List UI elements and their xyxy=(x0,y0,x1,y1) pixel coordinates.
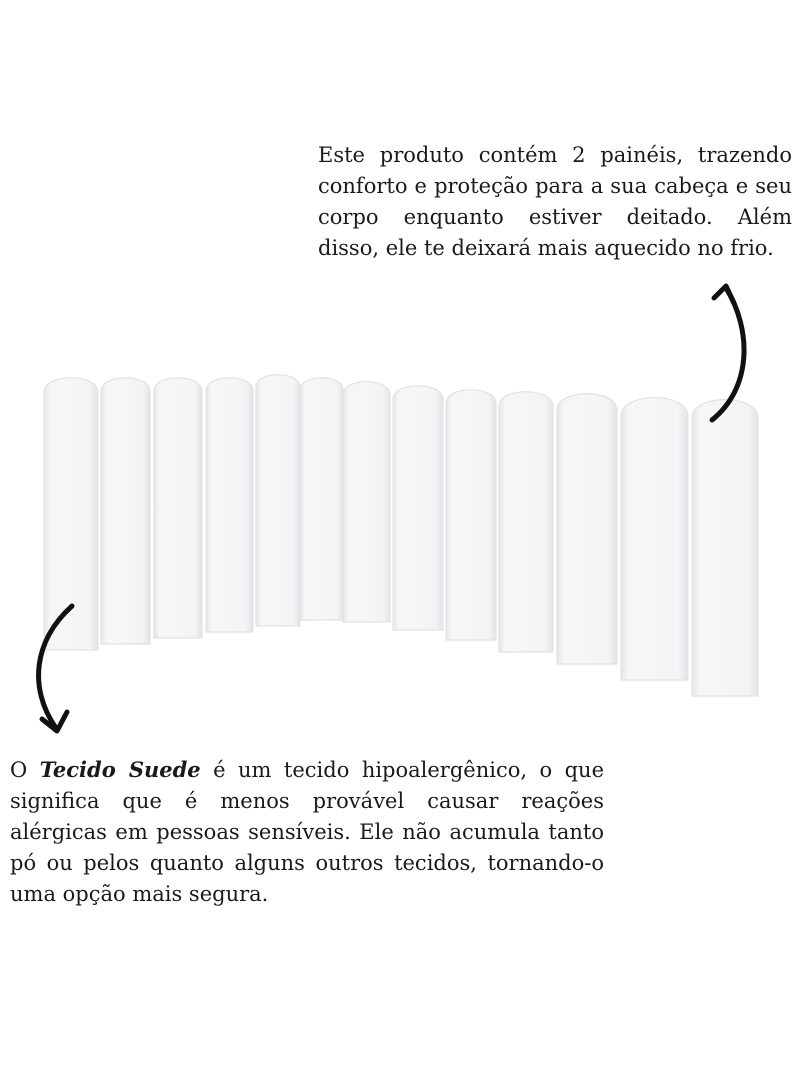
panel-slat xyxy=(557,394,617,664)
panel-slat xyxy=(101,378,150,644)
fabric-name: Tecido Suede xyxy=(39,757,201,782)
panel-slat xyxy=(393,386,443,630)
bottom-description xyxy=(10,754,604,910)
top-description-line: Este produto contém 2 painéis, trazendo xyxy=(318,143,792,167)
panel-slat xyxy=(154,378,202,638)
panel-slat xyxy=(499,392,553,652)
panel-slat xyxy=(692,400,758,696)
panel-slat xyxy=(621,398,688,680)
top-description-line: conforto e proteção para a sua cabeça e seu xyxy=(318,174,792,198)
panel-slat xyxy=(256,375,300,626)
panel-slat xyxy=(446,390,496,640)
bottom-description-line: significa que é menos provável causar reações xyxy=(10,789,604,813)
top-description-line: corpo enquanto estiver deitado. Além xyxy=(318,205,792,229)
panel-slat xyxy=(343,382,390,622)
text-segment: é um tecido hipoalergênico, o que xyxy=(200,758,605,782)
top-description-line: disso, ele te deixará mais aquecido no frio. xyxy=(318,236,774,260)
panel-slat xyxy=(206,378,253,632)
bottom-description-line xyxy=(10,754,604,786)
bottom-description-line: alérgicas em pessoas sensíveis. Ele não acumula tanto xyxy=(10,820,604,844)
bottom-description-line: uma opção mais segura. xyxy=(10,882,269,906)
panel-slat xyxy=(300,378,343,620)
headboard-panels xyxy=(44,375,758,696)
bottom-description-line: pó ou pelos quanto alguns outros tecidos, tornando-o xyxy=(10,851,604,875)
text-segment: O xyxy=(10,758,40,782)
